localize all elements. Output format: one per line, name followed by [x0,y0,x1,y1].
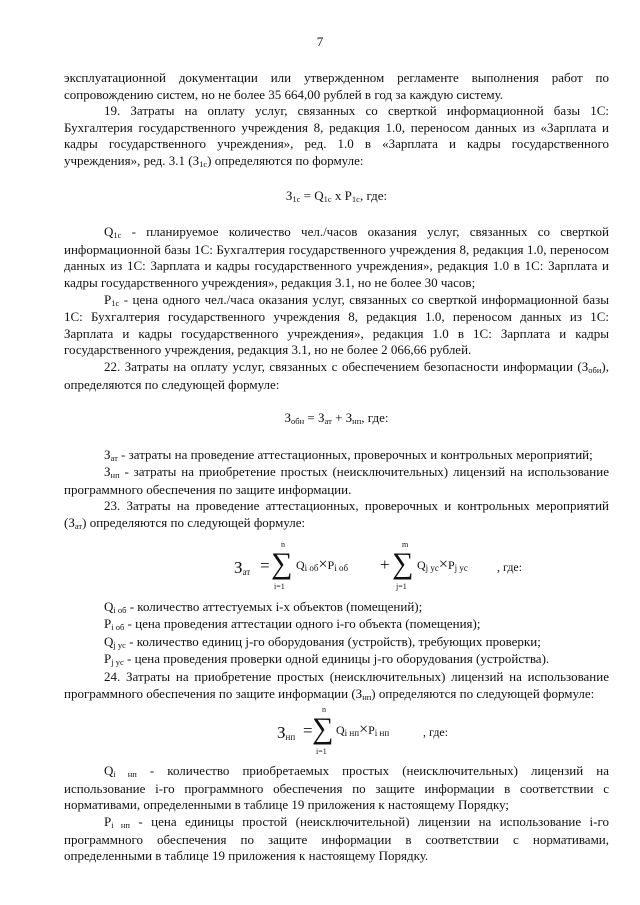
sum2-term: $Q_{j ус}\times P_{j ус}$ [417,555,468,573]
list-item: $P_{j ус}$ - цена проведения проверки одной единицы j-го оборудования (устройства). [104,651,550,668]
paragraph-continuation: эксплуатационной документации или утвержденном регламенте выполнения работ по сопровождению систем, но не более 35 664,00 рублей в год за каждую систему. [64,70,609,102]
list-item: $Q_{i об}$ - количество аттестуемых i-х объектов (помещений); [104,598,423,615]
formula-zat [64,533,609,599]
formula-z1c: $З_{1с} = Q_{1с}$ х $P_{1с}$, где: [285,187,388,204]
definition-znp: $З_{нп}$ - затраты на приобретение простых (неисключительных) лицензий на использование программного обеспечения по защите информации. [64,464,609,497]
formula-znp [64,703,609,763]
page-number: 7 [316,34,324,49]
sum1-term: $Q_{i об}\times P_{i об}$ [296,555,349,573]
sum1-lower-limit: i=1 [274,581,285,591]
definition-pinp: $P_{i нп}$ - цена единицы простой (неисключительной) лицензии на использование i-го программного обеспечения по защите информации в соответствии с нормативами, определенными в таблице 19 приложения к настоящему Порядку. [64,814,610,864]
paragraph-19: 19. Затраты на оплату услуг, связанных со сверткой информационной базы 1С: Бухгалтерия государственного учреждения 8, редакция 1.0, переносом данных из «Зарплата и кадры государственного учреждения», ред. 1.0 в «Зарплата и кадры государственного учреждения», ред. 3.1 $(З_{1с})$ определяются по формуле: [64,103,609,169]
sum2-upper-limit: m [402,539,409,549]
formula-znp-tail: , где: [423,725,449,740]
document-body [64,70,609,865]
sigma2-icon: ∑ [392,546,414,580]
formula-zat-tail: , где: [497,559,523,574]
list-23-definitions [64,599,609,669]
sigma1-icon: ∑ [271,546,293,580]
list-item: $Q_{j ус}$ - количество единиц j-го оборудования (устройств), требующих проверки; [104,633,541,650]
sigma-icon: ∑ [312,712,334,746]
paragraph-22: 22. Затраты на оплату услуг, связанных с обеспечением безопасности информации $(З_{оби})$, определяются по следующей формуле: [64,358,609,392]
formula-znp-equals: = [303,721,313,741]
sum-lower-limit: i=1 [316,747,327,757]
formula-znp-lhs: $З_{нп}$ [277,723,296,743]
formula-zat-lhs: $З_{ат}$ [234,557,251,577]
definition-p1c: $P_{1с}$ - цена одного чел./часа оказания услуг, связанных со сверткой информационной базы 1С: Бухгалтерия государственного учреждения 8, редакция 1.0, переносом данных из 1С: Зарплата и кадры государственного учреждения», редакция 1.0 в 1С: Зарплата и кадры государственного учреждения, редакция 3.1, но не более 2 066,66 рублей. [64,291,609,358]
sum-term: $Q_{i нп}\times P_{i нп}$ [336,721,390,739]
sum-upper-limit: n [322,705,326,715]
paragraph-23: 23. Затраты на проведение аттестационных, проверочных и контрольных мероприятий $(З_{ат})$ определяются по следующей формуле: [64,498,609,532]
formula-zat-plus: + [380,554,390,574]
definition-zat: $З_{ат}$ - затраты на проведение аттестационных, проверочных и контрольных мероприятий; [104,446,593,463]
list-item: $P_{i об}$ - цена проведения аттестации одного i-го объекта (помещения); [104,616,481,633]
paragraph-24: 24. Затраты на приобретение простых (неисключительных) лицензий на использование программного обеспечения по защите информации $(З_{нп})$ определяются по следующей формуле: [64,669,609,702]
sum2-lower-limit: j=1 [396,581,407,591]
formula-zobi: $З_{обн} = З_{ат} + З_{нп}$, где: [284,410,389,427]
formula-zat-equals: = [260,555,270,575]
definition-q1c: $Q_{1с}$ - планируемое количество чел./часов оказания услуг, связанных со сверткой информационной базы 1С: Бухгалтерия государственного учреждения 8, редакция 1.0, переносом данных из 1С: Зарплата и кадры государственного учреждения», редакция 1.0 в 1С: Зарплата и кадры государственного учреждения», редакция 3.1, но не более 30 часов; [64,224,609,290]
sum1-upper-limit: n [281,539,285,549]
definition-qinp: $Q_{i нп}$ - количество приобретаемых простых (неисключительных) лицензий на использование i-го программного обеспечения по защите информации в соответствии с нормативами, определенными в таблице 19 приложения к настоящему Порядку; [64,763,609,813]
